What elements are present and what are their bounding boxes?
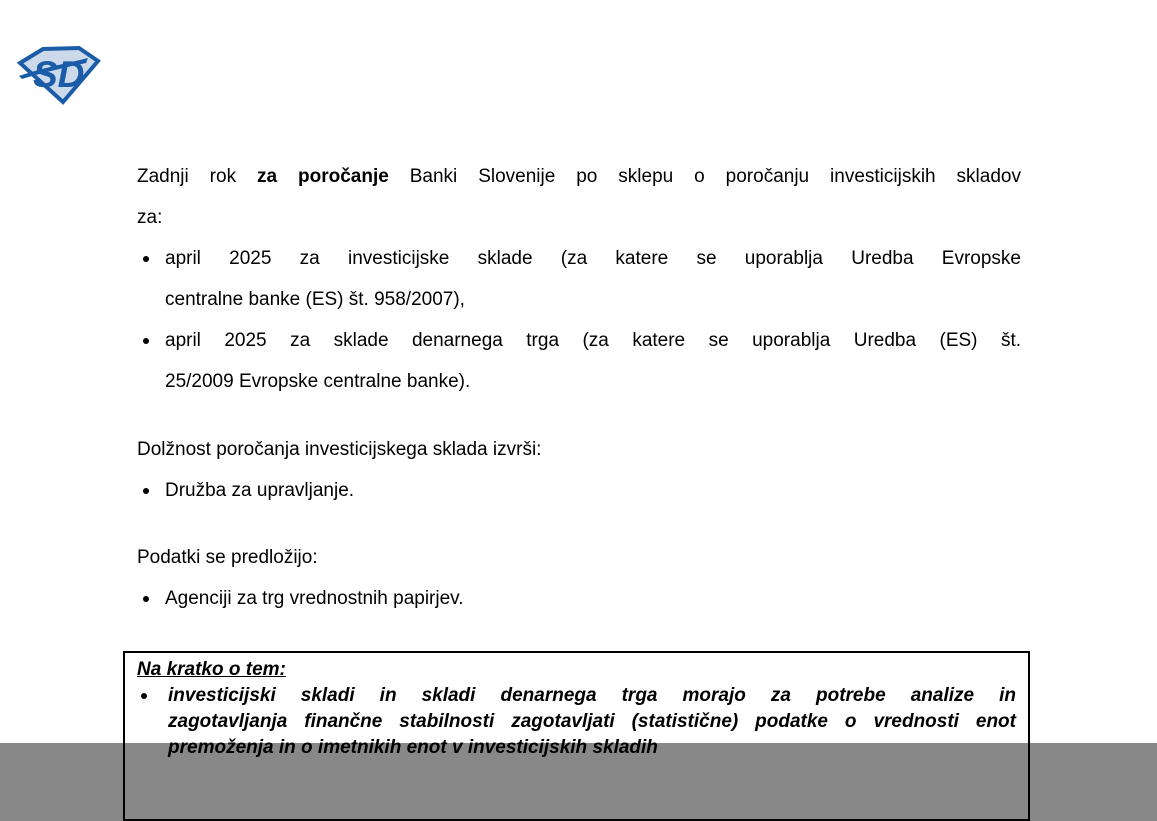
duty-bullet bbox=[137, 470, 1021, 511]
bullet-dot-icon bbox=[143, 596, 149, 602]
infobox-bullet bbox=[137, 683, 1016, 761]
deadline-bullet-1-line-1: april 2025 za investicijske sklade (za katere se uporablja Uredba Evropske bbox=[165, 248, 1021, 269]
bullet-dot-icon bbox=[141, 693, 147, 699]
intro-line-2: za: bbox=[137, 207, 163, 228]
deadline-bullet-2 bbox=[137, 320, 1021, 402]
duty-heading: Dolžnost poročanja investicijskega sklada izvrši: bbox=[137, 439, 542, 460]
submission-heading: Podatki se predložijo: bbox=[137, 547, 318, 568]
bullet-dot-icon bbox=[143, 338, 149, 344]
bullet-dot-icon bbox=[143, 256, 149, 262]
intro-line-1 bbox=[137, 156, 1021, 197]
infobox-bullet-line-3-clipped: premoženja in o imetnikih enot v investicijskih skladih bbox=[168, 737, 658, 758]
infobox-bullet-line-2: zagotavljanja finančne stabilnosti zagotavljati (statistične) podatke o vrednosti enot bbox=[168, 711, 1016, 732]
logo-letters: SD bbox=[33, 54, 85, 95]
bullet-dot-icon bbox=[143, 488, 149, 494]
summary-infobox bbox=[123, 651, 1030, 821]
submission-bullet-text: Agenciji za trg vrednostnih papirjev. bbox=[165, 588, 464, 609]
intro-text-normal-2: Banki Slovenije po sklepu o poročanju investicijskih skladov bbox=[388, 166, 1021, 187]
deadline-bullet-1 bbox=[137, 238, 1021, 320]
deadline-bullet-2-line-2: 25/2009 Evropske centralne banke). bbox=[165, 371, 471, 392]
deadline-bullet-1-line-2: centralne banke (ES) št. 958/2007), bbox=[165, 289, 465, 310]
deadline-bullet-2-line-1: april 2025 za sklade denarnega trga (za katere se uporablja Uredba (ES) št. bbox=[165, 330, 1021, 351]
infobox-bullet-line-1: investicijski skladi in skladi denarnega trga morajo za potrebe analize in bbox=[168, 685, 1016, 706]
intro-text-bold: za poročanje bbox=[257, 166, 389, 187]
document-body bbox=[137, 156, 1021, 619]
submission-bullet bbox=[137, 578, 1021, 619]
intro-text-normal-1: Zadnji rok bbox=[137, 166, 258, 187]
duty-bullet-text: Družba za upravljanje. bbox=[165, 480, 355, 501]
infobox-heading: Na kratko o tem: bbox=[137, 659, 286, 680]
sd-diamond-logo bbox=[16, 45, 102, 105]
